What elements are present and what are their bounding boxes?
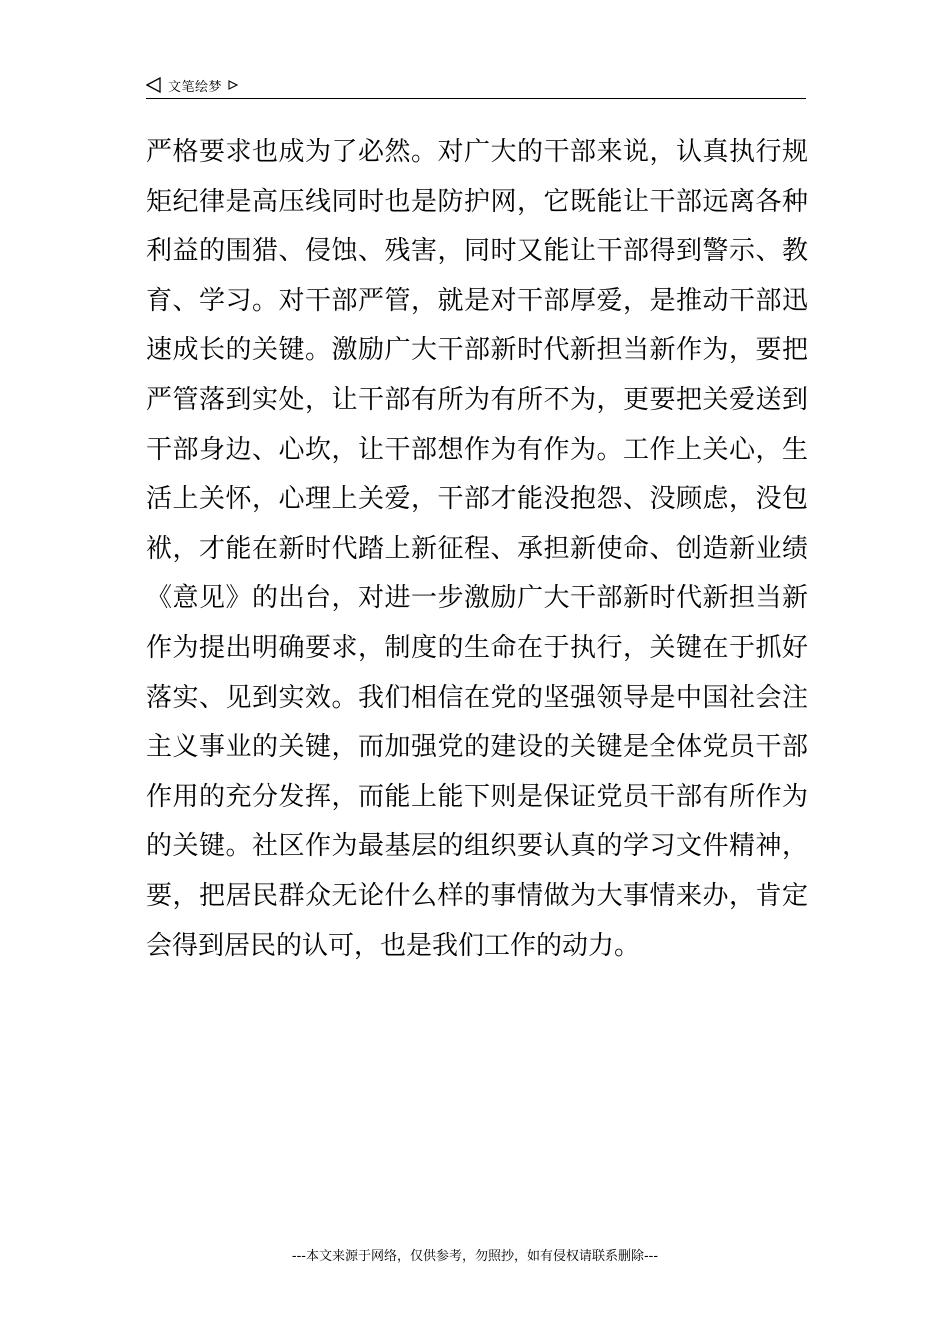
text-line: 速成长的关键。激励广大干部新时代新担当新作为，要把 xyxy=(146,335,808,366)
text-line: 育、学习。对干部严管，就是对干部厚爱，是推动干部迅 xyxy=(146,285,808,316)
text-line: 严管落到实处，让干部有所为有所不为，更要把关爱送到 xyxy=(146,384,808,415)
text-line: 落实、见到实效。我们相信在党的坚强领导是中国社会注 xyxy=(146,682,808,713)
triangle-right-outline-icon xyxy=(228,80,238,90)
text-line: 作为提出明确要求，制度的生命在于执行，关键在于抓好 xyxy=(146,632,808,663)
text-line: 作用的充分发挥，而能上能下则是保证党员干部有所作为 xyxy=(146,781,808,812)
page-header xyxy=(146,72,806,99)
text-line: 袱，才能在新时代踏上新征程、承担新使命、创造新业绩 xyxy=(146,533,808,564)
body-paragraph xyxy=(146,128,808,971)
text-line: 严格要求也成为了必然。对广大的干部来说，认真执行规 xyxy=(146,137,808,167)
text-line-last: 会得到居民的认可，也是我们工作的动力。 xyxy=(146,930,641,961)
text-line: 《意见》的出台，对进一步激励广大干部新时代新担当新 xyxy=(146,583,808,614)
text-line: 活上关怀，心理上关爱，干部才能没抱怨、没顾虑，没包 xyxy=(146,484,808,515)
text-line: 利益的围猎、侵蚀、残害，同时又能让干部得到警示、教 xyxy=(146,236,808,267)
triangle-left-outline-icon xyxy=(146,77,162,93)
header-brand: 文笔绘梦 xyxy=(168,79,223,95)
text-line: 要，把居民群众无论什么样的事情做为大事情来办，肯定 xyxy=(146,880,808,911)
text-line: 的关键。社区作为最基层的组织要认真的学习文件精神， xyxy=(146,831,808,862)
text-line: 干部身边、心坎，让干部想作为有作为。工作上关心，生 xyxy=(146,434,808,465)
footer-notice: ---本文来源于网络，仅供参考，勿照抄，如有侵权请联系删除--- xyxy=(291,1249,659,1264)
text-line: 矩纪律是高压线同时也是防护网，它既能让干部远离各种 xyxy=(146,186,808,217)
text-line: 主义事业的关键，而加强党的建设的关键是全体党员干部 xyxy=(146,732,808,763)
